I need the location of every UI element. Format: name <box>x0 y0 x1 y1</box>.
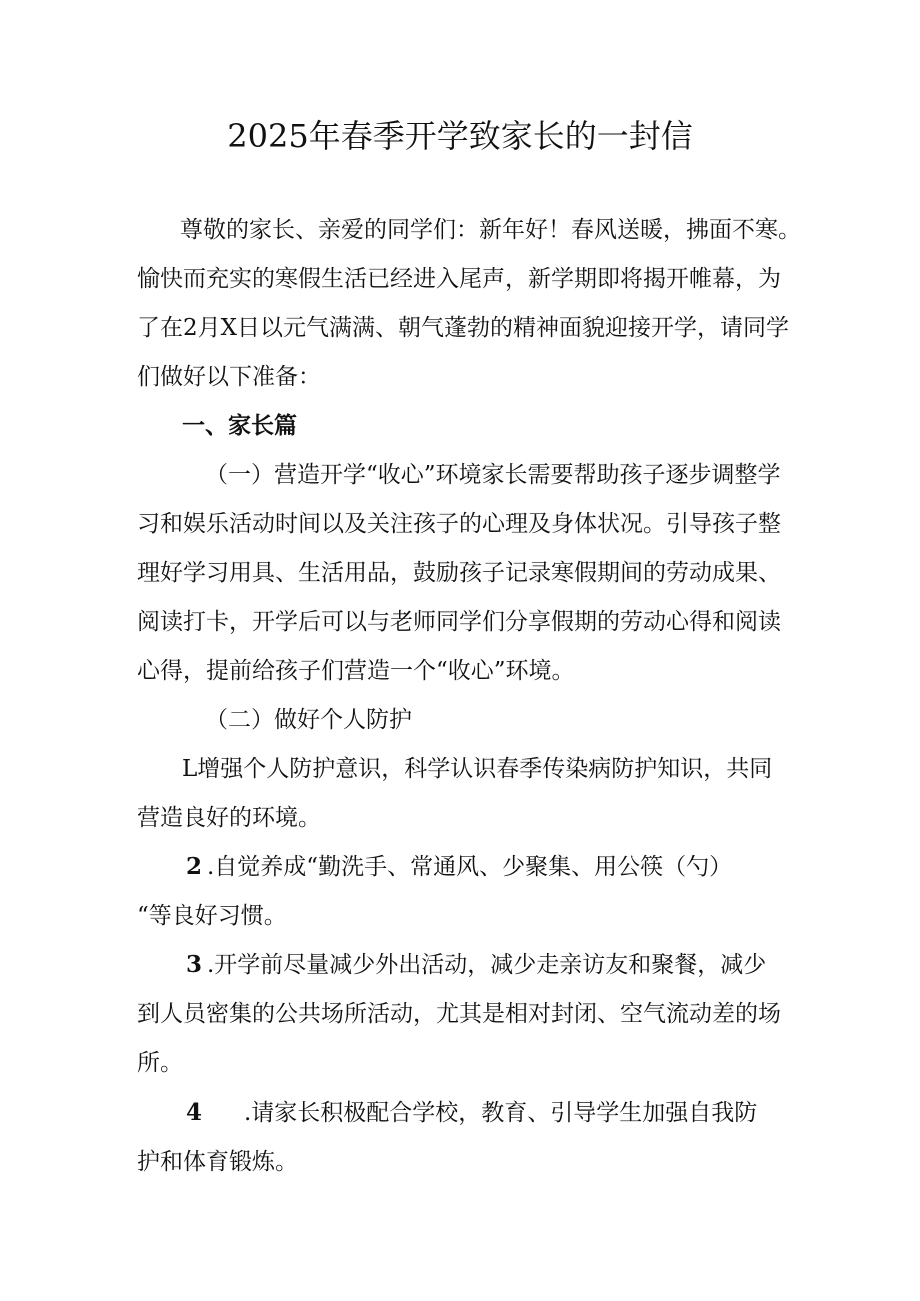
sub1-line-5: 心得，提前给孩子们营造一个“收心”环境。 <box>137 658 575 684</box>
intro-line-4: 们做好以下准备： <box>137 364 321 390</box>
sub1-line-4: 阅读打卡，开学后可以与老师同学们分享假期的劳动心得和阅读 <box>137 609 781 635</box>
item2-line-2: “等良好习惯。 <box>137 903 287 929</box>
item2-number: 2 <box>186 853 203 880</box>
item4-number: 4 <box>186 1099 203 1126</box>
item3-line-3: 所。 <box>137 1050 183 1076</box>
sub1-line-2: 习和娱乐活动时间以及关注孩子的心理及身体状况。引导孩子整 <box>137 511 781 537</box>
section-heading-parents: 一、家长篇 <box>182 412 297 439</box>
item3-line-1: .开学前尽量减少外出活动，减少走亲访友和聚餐，减少 <box>207 952 767 978</box>
item3-line-2: 到人员密集的公共场所活动，尤其是相对封闭、空气流动差的场 <box>137 1001 781 1027</box>
item2-line-1: .自觉养成“勤洗手、常通风、少聚集、用公筷（勺） <box>207 854 733 880</box>
item1-line-2: 营造良好的环境。 <box>137 805 321 831</box>
document-title: 2025年春季开学致家长的一封信 <box>227 117 693 155</box>
intro-line-1: 尊敬的家长、亲爱的同学们：新年好！春风送暖，拂面不寒。 <box>180 217 801 243</box>
sub2-heading: （二）做好个人防护 <box>205 707 412 733</box>
sub1-line-3: 理好学习用具、生活用品，鼓励孩子记录寒假期间的劳动成果、 <box>137 560 781 586</box>
item4-line-1: .请家长积极配合学校，教育、引导学生加强自我防 <box>244 1100 758 1126</box>
intro-line-3: 了在2月X日以元气满满、朝气蓬勃的精神面貌迎接开学，请同学 <box>137 315 790 341</box>
item3-number: 3 <box>186 951 203 978</box>
sub1-line-1: （一）营造开学“收心”环境家长需要帮助孩子逐步调整学 <box>205 462 781 488</box>
item4-line-2: 护和体育锻炼。 <box>137 1149 298 1175</box>
item1-line-1: L增强个人防护意识，科学认识春季传染病防护知识，共同 <box>182 756 773 782</box>
intro-line-2: 愉快而充实的寒假生活已经进入尾声，新学期即将揭开帷幕，为 <box>137 266 781 292</box>
